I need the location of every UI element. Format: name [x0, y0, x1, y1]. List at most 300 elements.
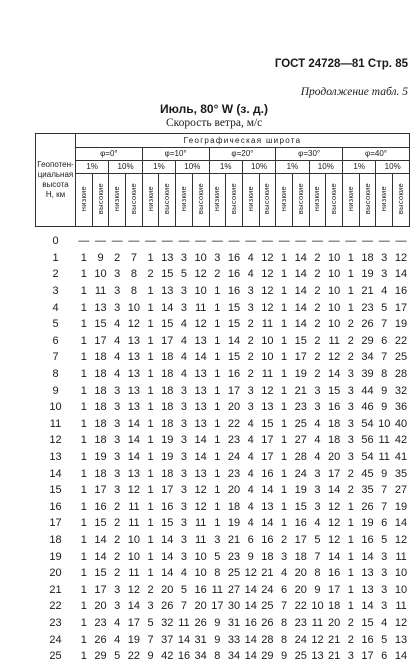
wind-speed-value: 3	[376, 581, 393, 598]
wind-speed-value: 1	[209, 366, 226, 383]
wind-speed-value: 32	[393, 382, 410, 399]
wind-speed-value: 11	[126, 515, 143, 532]
table-row	[36, 449, 410, 466]
wind-speed-value: 1	[76, 399, 93, 416]
wind-speed-value: 14	[393, 515, 410, 532]
wind-speed-value: 3	[109, 382, 126, 399]
low-high-header	[109, 174, 126, 227]
wind-speed-value: 26	[92, 631, 109, 648]
wind-speed-value: 19	[359, 515, 376, 532]
wind-speed-value: 2	[242, 349, 259, 366]
wind-speed-value: 2	[109, 532, 126, 549]
wind-speed-value: 4	[176, 316, 193, 333]
wind-speed-value: 10	[126, 299, 143, 316]
wind-speed-value: 15	[92, 515, 109, 532]
wind-speed-value: 26	[159, 598, 176, 615]
wind-speed-value: 14	[92, 548, 109, 565]
wind-speed-value: 3	[309, 499, 326, 516]
wind-speed-value: 20	[192, 598, 209, 615]
wind-speed-value: 12	[326, 532, 343, 549]
height-value: 11	[36, 416, 76, 433]
low-high-header	[92, 174, 109, 227]
wind-speed-value: 23	[226, 548, 243, 565]
wind-speed-value: 3	[176, 250, 193, 267]
wind-speed-value: 6	[376, 515, 393, 532]
wind-speed-value: 14	[292, 316, 309, 333]
wind-speed-value: 19	[292, 366, 309, 383]
wind-speed-value: 1	[76, 449, 93, 466]
wind-speed-value: 1	[142, 250, 159, 267]
wind-speed-value: 16	[159, 499, 176, 516]
height-value: 25	[36, 648, 76, 664]
wind-speed-value: 42	[393, 432, 410, 449]
wind-speed-value: 18	[92, 349, 109, 366]
wind-speed-value: 6	[376, 648, 393, 664]
wind-speed-value: 1	[209, 299, 226, 316]
low-high-label: высокие	[129, 183, 139, 214]
wind-speed-value: 19	[359, 266, 376, 283]
wind-speed-value: 1	[76, 349, 93, 366]
wind-speed-value: 2	[343, 333, 360, 350]
wind-speed-value: 3	[343, 449, 360, 466]
wind-speed-value: —	[359, 227, 376, 250]
height-value: 0	[36, 227, 76, 250]
wind-speed-value: 12	[393, 250, 410, 267]
wind-speed-value: 4	[242, 515, 259, 532]
wind-speed-value: 1	[142, 299, 159, 316]
wind-speed-value: 5	[176, 581, 193, 598]
wind-speed-value: 3	[376, 565, 393, 582]
table-row	[36, 581, 410, 598]
wind-speed-value: 22	[126, 648, 143, 664]
wind-speed-value: —	[192, 227, 209, 250]
wind-speed-value: 14	[242, 581, 259, 598]
wind-speed-value: 15	[92, 316, 109, 333]
height-value: 20	[36, 565, 76, 582]
wind-speed-value: 1	[276, 432, 293, 449]
wind-speed-value: 3	[242, 382, 259, 399]
wind-speed-value: 33	[226, 631, 243, 648]
wind-speed-value: 34	[226, 648, 243, 664]
wind-speed-value: 1	[343, 515, 360, 532]
wind-speed-value: 1	[76, 515, 93, 532]
percentile-header: 10%	[109, 161, 142, 174]
wind-speed-value: 31	[192, 631, 209, 648]
wind-speed-value: 13	[393, 631, 410, 648]
wind-speed-value: 1	[209, 482, 226, 499]
wind-speed-value: 7	[376, 316, 393, 333]
wind-speed-value: 14	[242, 631, 259, 648]
low-high-label: низкие	[379, 186, 389, 211]
wind-speed-value: 6	[376, 333, 393, 350]
table-row	[36, 366, 410, 383]
wind-speed-value: 10	[192, 283, 209, 300]
low-high-label: низкие	[146, 186, 156, 211]
wind-speed-value: 4	[242, 416, 259, 433]
wind-speed-value: 13	[359, 581, 376, 598]
wind-speed-value: 1	[76, 316, 93, 333]
wind-speed-value: 17	[92, 581, 109, 598]
wind-speed-value: 1	[343, 299, 360, 316]
wind-speed-value: 12	[326, 349, 343, 366]
low-high-label: высокие	[229, 183, 239, 214]
wind-speed-value: 3	[176, 432, 193, 449]
wind-speed-value: 20	[326, 449, 343, 466]
wind-speed-value: 10	[326, 316, 343, 333]
wind-speed-value: 3	[376, 266, 393, 283]
wind-speed-value: 1	[209, 283, 226, 300]
low-high-label: высокие	[329, 183, 339, 214]
wind-speed-value: 26	[359, 499, 376, 516]
wind-speed-value: 2	[109, 565, 126, 582]
wind-speed-value: 21	[359, 283, 376, 300]
height-header-line: Геопотен-	[36, 160, 75, 170]
wind-speed-value: 8	[376, 366, 393, 383]
wind-speed-value: 3	[176, 283, 193, 300]
wind-speed-value: 16	[359, 532, 376, 549]
wind-speed-value: 16	[176, 648, 193, 664]
wind-speed-value: 12	[393, 532, 410, 549]
percentile-header: 10%	[242, 161, 275, 174]
wind-speed-value: 3	[309, 482, 326, 499]
wind-speed-value: 19	[292, 482, 309, 499]
wind-speed-value: 3	[343, 416, 360, 433]
wind-speed-value: 2	[309, 333, 326, 350]
low-high-header	[276, 174, 293, 227]
wind-speed-value: 1	[276, 316, 293, 333]
wind-speed-value: —	[142, 227, 159, 250]
wind-speed-value: 2	[109, 548, 126, 565]
wind-speed-value: —	[309, 227, 326, 250]
low-high-header	[209, 174, 226, 227]
table-row	[36, 333, 410, 350]
wind-speed-value: 17	[359, 648, 376, 664]
wind-speed-value: 28	[292, 449, 309, 466]
percentile-header: 1%	[142, 161, 175, 174]
wind-speed-value: 16	[226, 266, 243, 283]
wind-speed-value: 1	[276, 250, 293, 267]
wind-speed-value: 10	[326, 283, 343, 300]
wind-speed-value: 16	[326, 565, 343, 582]
wind-speed-value: 1	[76, 266, 93, 283]
wind-speed-value: 5	[109, 648, 126, 664]
wind-speed-value: 16	[226, 250, 243, 267]
wind-speed-value: 1	[142, 283, 159, 300]
wind-speed-value: 13	[126, 366, 143, 383]
wind-speed-value: 12	[126, 316, 143, 333]
wind-speed-value: 3	[109, 465, 126, 482]
wind-speed-value: 1	[76, 648, 93, 664]
wind-speed-value: 3	[343, 366, 360, 383]
wind-speed-value: 9	[209, 631, 226, 648]
wind-speed-value: 2	[142, 581, 159, 598]
wind-speed-value: 15	[92, 565, 109, 582]
wind-speed-value: 27	[393, 482, 410, 499]
height-value: 6	[36, 333, 76, 350]
percentile-header: 10%	[176, 161, 209, 174]
wind-speed-value: 16	[393, 283, 410, 300]
table-row	[36, 648, 410, 664]
wind-speed-value: —	[209, 227, 226, 250]
height-value: 16	[36, 499, 76, 516]
wind-speed-value: 13	[359, 565, 376, 582]
wind-speed-value: 31	[226, 615, 243, 632]
wind-speed-value: 12	[192, 499, 209, 516]
percentile-header: 1%	[209, 161, 242, 174]
low-high-header	[192, 174, 209, 227]
wind-speed-value: 1	[76, 465, 93, 482]
wind-speed-value: —	[92, 227, 109, 250]
low-high-label: высокие	[262, 183, 272, 214]
wind-speed-value: 19	[159, 449, 176, 466]
wind-speed-value: 13	[126, 349, 143, 366]
wind-speed-value: 3	[376, 548, 393, 565]
wind-speed-value: 14	[292, 250, 309, 267]
wind-speed-value: 1	[276, 266, 293, 283]
wind-speed-value: 7	[309, 548, 326, 565]
wind-speed-value: 9	[209, 615, 226, 632]
wind-speed-value: 41	[393, 449, 410, 466]
wind-speed-value: 4	[309, 432, 326, 449]
wind-speed-value: 10	[126, 548, 143, 565]
wind-speed-value: 22	[393, 333, 410, 350]
wind-speed-value: 8	[276, 615, 293, 632]
wind-speed-value: 1	[76, 283, 93, 300]
wind-speed-value: 11	[259, 316, 276, 333]
wind-speed-value: 1	[343, 499, 360, 516]
wind-speed-value: 12	[242, 565, 259, 582]
wind-speed-value: 1	[276, 449, 293, 466]
wind-speed-value: 14	[259, 482, 276, 499]
wind-speed-value: 15	[159, 266, 176, 283]
percentile-header: 1%	[76, 161, 109, 174]
wind-speed-value: 7	[376, 482, 393, 499]
wind-speed-value: 16	[359, 631, 376, 648]
wind-speed-value: 12	[259, 382, 276, 399]
wind-speed-value: 2	[109, 499, 126, 516]
wind-speed-value: 7	[142, 631, 159, 648]
wind-speed-value: 18	[92, 432, 109, 449]
height-column-header	[36, 134, 76, 227]
wind-speed-value: 21	[292, 382, 309, 399]
wind-speed-value: 5	[376, 299, 393, 316]
table-row	[36, 227, 410, 250]
wind-speed-value: 3	[376, 250, 393, 267]
wind-speed-value: 14	[359, 598, 376, 615]
wind-speed-value: 40	[393, 416, 410, 433]
wind-speed-value: 14	[92, 532, 109, 549]
wind-speed-value: 1	[209, 416, 226, 433]
wind-speed-value: 14	[292, 299, 309, 316]
wind-speed-value: 2	[242, 316, 259, 333]
wind-speed-value: 17	[259, 432, 276, 449]
wind-speed-value: 1	[76, 631, 93, 648]
wind-speed-value: 37	[159, 631, 176, 648]
wind-speed-value: 1	[343, 581, 360, 598]
wind-speed-value: 10	[393, 565, 410, 582]
wind-speed-value: 1	[76, 615, 93, 632]
wind-speed-value: 12	[192, 266, 209, 283]
wind-speed-value: 15	[292, 333, 309, 350]
wind-speed-value: 3	[176, 299, 193, 316]
wind-speed-value: 10	[309, 598, 326, 615]
wind-speed-value: 1	[142, 532, 159, 549]
wind-speed-value: 35	[393, 465, 410, 482]
wind-speed-value: 16	[292, 515, 309, 532]
wind-speed-value: 18	[326, 598, 343, 615]
wind-speed-value: 3	[309, 382, 326, 399]
height-value: 14	[36, 465, 76, 482]
wind-speed-value: 1	[276, 333, 293, 350]
table-continuation-note: Продолжение табл. 5	[301, 86, 408, 98]
low-high-header	[176, 174, 193, 227]
wind-speed-value: 14	[126, 416, 143, 433]
height-value: 8	[36, 366, 76, 383]
wind-speed-value: 30	[226, 598, 243, 615]
wind-speed-value: 4	[242, 432, 259, 449]
wind-speed-value: 18	[159, 465, 176, 482]
wind-speed-value: 20	[226, 482, 243, 499]
wind-speed-value: 18	[92, 399, 109, 416]
wind-speed-value: 14	[126, 432, 143, 449]
wind-speed-value: —	[109, 227, 126, 250]
height-header-line: высота	[36, 180, 75, 190]
wind-speed-value: 24	[259, 581, 276, 598]
height-value: 9	[36, 382, 76, 399]
wind-speed-value: 18	[359, 250, 376, 267]
wind-speed-value: 2	[309, 316, 326, 333]
wind-speed-value: 18	[92, 465, 109, 482]
latitude-phi-header: φ=30°	[276, 148, 343, 161]
wind-speed-value: 29	[259, 648, 276, 664]
wind-speed-value: 3	[176, 399, 193, 416]
wind-speed-value: 18	[159, 399, 176, 416]
wind-speed-value: 8	[209, 648, 226, 664]
wind-speed-value: —	[376, 227, 393, 250]
wind-speed-value: 5	[376, 631, 393, 648]
wind-speed-value: 3	[176, 382, 193, 399]
wind-speed-value: 17	[209, 598, 226, 615]
table-row	[36, 299, 410, 316]
wind-speed-value: 1	[209, 499, 226, 516]
wind-speed-value: 3	[109, 416, 126, 433]
wind-speed-value: 16	[242, 615, 259, 632]
wind-speed-value: 4	[109, 333, 126, 350]
wind-speed-value: 1	[343, 266, 360, 283]
wind-speed-value: 20	[292, 581, 309, 598]
wind-speed-value: 11	[326, 333, 343, 350]
wind-speed-value: 1	[142, 382, 159, 399]
wind-speed-value: 26	[192, 615, 209, 632]
wind-speed-value: 1	[142, 349, 159, 366]
low-high-header	[226, 174, 243, 227]
wind-speed-value: 13	[259, 499, 276, 516]
wind-speed-value: 4	[109, 316, 126, 333]
wind-speed-value: 4	[242, 499, 259, 516]
wind-speed-value: 6	[276, 581, 293, 598]
wind-speed-value: 17	[159, 333, 176, 350]
latitude-phi-header: φ=10°	[142, 148, 209, 161]
table-row	[36, 250, 410, 267]
percentile-header: 1%	[276, 161, 309, 174]
height-value: 19	[36, 548, 76, 565]
wind-speed-value: 2	[343, 316, 360, 333]
low-high-header	[142, 174, 159, 227]
wind-speed-value: 10	[192, 565, 209, 582]
wind-speed-value: 9	[376, 399, 393, 416]
wind-speed-value: 14	[242, 598, 259, 615]
latitude-phi-header: φ=20°	[209, 148, 276, 161]
wind-speed-value: 25	[259, 598, 276, 615]
wind-speed-value: 45	[359, 465, 376, 482]
wind-speed-value: 12	[393, 615, 410, 632]
low-high-label: высокие	[396, 183, 406, 214]
wind-speed-value: 18	[159, 382, 176, 399]
wind-speed-value: 8	[126, 266, 143, 283]
wind-speed-value: 18	[292, 548, 309, 565]
wind-speed-value: 4	[109, 615, 126, 632]
wind-speed-value: 22	[226, 416, 243, 433]
height-value: 4	[36, 299, 76, 316]
wind-speed-value: —	[126, 227, 143, 250]
wind-speed-value: 14	[393, 266, 410, 283]
low-high-label: низкие	[79, 186, 89, 211]
month-longitude-title: Июль, 80° W (з. д.)	[160, 102, 268, 116]
wind-speed-value: 14	[242, 648, 259, 664]
wind-speed-value: 10	[92, 266, 109, 283]
wind-speed-value: 3	[176, 532, 193, 549]
wind-speed-value: 1	[343, 565, 360, 582]
wind-speed-value: 11	[192, 515, 209, 532]
wind-speed-value: 1	[276, 416, 293, 433]
wind-speed-value: 25	[393, 349, 410, 366]
wind-speed-value: 23	[359, 299, 376, 316]
wind-speed-value: 34	[359, 349, 376, 366]
wind-speed-value: 4	[376, 283, 393, 300]
wind-speed-value: 14	[192, 432, 209, 449]
wind-speed-value: 1	[343, 283, 360, 300]
wind-speed-value: 18	[92, 382, 109, 399]
wind-speed-value: 3	[242, 283, 259, 300]
wind-speed-value: 16	[326, 399, 343, 416]
wind-speed-value: 15	[359, 615, 376, 632]
wind-speed-value: 14	[393, 648, 410, 664]
wind-speed-value: 1	[209, 333, 226, 350]
low-high-header	[76, 174, 93, 227]
wind-speed-value: —	[242, 227, 259, 250]
wind-speed-value: 10	[326, 266, 343, 283]
height-value: 13	[36, 449, 76, 466]
wind-speed-value: 19	[226, 515, 243, 532]
wind-speed-value: 1	[343, 548, 360, 565]
wind-speed-value: 10	[376, 416, 393, 433]
wind-speed-value: 24	[292, 631, 309, 648]
low-high-header	[259, 174, 276, 227]
table-row	[36, 515, 410, 532]
wind-speed-value: 1	[76, 432, 93, 449]
wind-speed-value: 14	[326, 366, 343, 383]
height-value: 3	[36, 283, 76, 300]
wind-speed-value: 4	[176, 349, 193, 366]
wind-speed-value: 4	[242, 266, 259, 283]
wind-speed-value: 1	[76, 299, 93, 316]
low-high-label: высокие	[296, 183, 306, 214]
wind-speed-value: 14	[159, 565, 176, 582]
wind-speed-value: 10	[259, 349, 276, 366]
wind-speed-value: 25	[292, 648, 309, 664]
wind-speed-value: 7	[176, 598, 193, 615]
wind-speed-value: 32	[159, 615, 176, 632]
